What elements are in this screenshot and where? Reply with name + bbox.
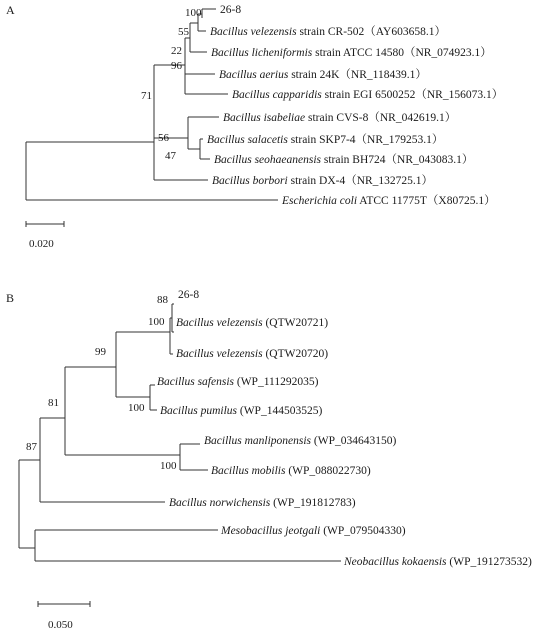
a-bootstrap-100: 100 — [185, 7, 202, 19]
a-leaf-8: Bacillus borbori strain DX-4（NR_132725.1） — [212, 175, 434, 187]
b-leaf-8: Mesobacillus jeotgali (WP_079504330) — [221, 525, 406, 537]
panel-b — [6, 289, 532, 631]
b-leaf-0: 26-8 — [178, 289, 200, 301]
b-bootstrap-88: 88 — [157, 294, 168, 306]
b-bootstrap-81: 81 — [48, 397, 59, 409]
b-bootstrap-99: 99 — [95, 346, 106, 358]
panel-a-leaves — [207, 4, 503, 207]
a-bootstrap-71: 71 — [141, 90, 152, 102]
panel-b-tree — [19, 304, 341, 561]
b-leaf-6: Bacillus mobilis (WP_088022730) — [211, 465, 371, 477]
b-leaf-7: Bacillus norwichensis (WP_191812783) — [169, 497, 356, 509]
panel-b-scale-bar — [38, 601, 90, 631]
b-bootstrap-100a: 100 — [148, 316, 165, 328]
a-leaf-9: Escherichia coli ATCC 11775T（X80725.1） — [282, 195, 496, 207]
a-bootstrap-22: 22 — [171, 45, 182, 57]
b-leaf-9: Neobacillus kokaensis (WP_191273532) — [344, 556, 532, 568]
panel-a-bootstrap — [141, 7, 202, 162]
a-leaf-6: Bacillus salacetis strain SKP7-4（NR_179253.1） — [207, 134, 444, 146]
a-leaf-5: Bacillus isabeliae strain CVS-8（NR_042619.1） — [223, 112, 457, 124]
b-leaf-1: Bacillus velezensis (QTW20721) — [176, 317, 329, 329]
b-leaf-2: Bacillus velezensis (QTW20720) — [176, 348, 329, 360]
panel-a-label: A — [6, 3, 15, 17]
panel-a-scale-bar — [26, 221, 64, 250]
a-bootstrap-47: 47 — [165, 150, 176, 162]
panel-a — [6, 3, 503, 250]
panel-b-label: B — [6, 291, 15, 305]
b-leaf-3: Bacillus safensis (WP_111292035) — [157, 376, 319, 388]
a-scale-label: 0.020 — [29, 238, 54, 250]
a-leaf-0: 26-8 — [220, 4, 242, 16]
a-bootstrap-96: 96 — [171, 60, 182, 72]
panel-b-bootstrap — [26, 294, 177, 472]
a-bootstrap-55: 55 — [178, 26, 189, 38]
a-leaf-2: Bacillus licheniformis strain ATCC 14580（NR_074923.1） — [211, 47, 492, 59]
a-leaf-3: Bacillus aerius strain 24K（NR_118439.1） — [219, 69, 427, 81]
b-bootstrap-100c: 100 — [160, 460, 177, 472]
b-leaf-4: Bacillus pumilus (WP_144503525) — [160, 405, 323, 417]
b-bootstrap-87: 87 — [26, 441, 37, 453]
a-leaf-1: Bacillus velezensis strain CR-502（AY603658.1） — [210, 26, 446, 38]
panel-b-leaves — [157, 289, 532, 568]
b-leaf-5: Bacillus manliponensis (WP_034643150) — [204, 435, 397, 447]
a-leaf-7: Bacillus seohaeanensis strain BH724（NR_043083.1） — [214, 154, 474, 166]
b-scale-label: 0.050 — [48, 619, 73, 631]
b-bootstrap-100b: 100 — [128, 402, 145, 414]
a-leaf-4: Bacillus capparidis strain EGI 6500252（NR_156073.1） — [232, 89, 504, 101]
a-bootstrap-56: 56 — [158, 132, 169, 144]
